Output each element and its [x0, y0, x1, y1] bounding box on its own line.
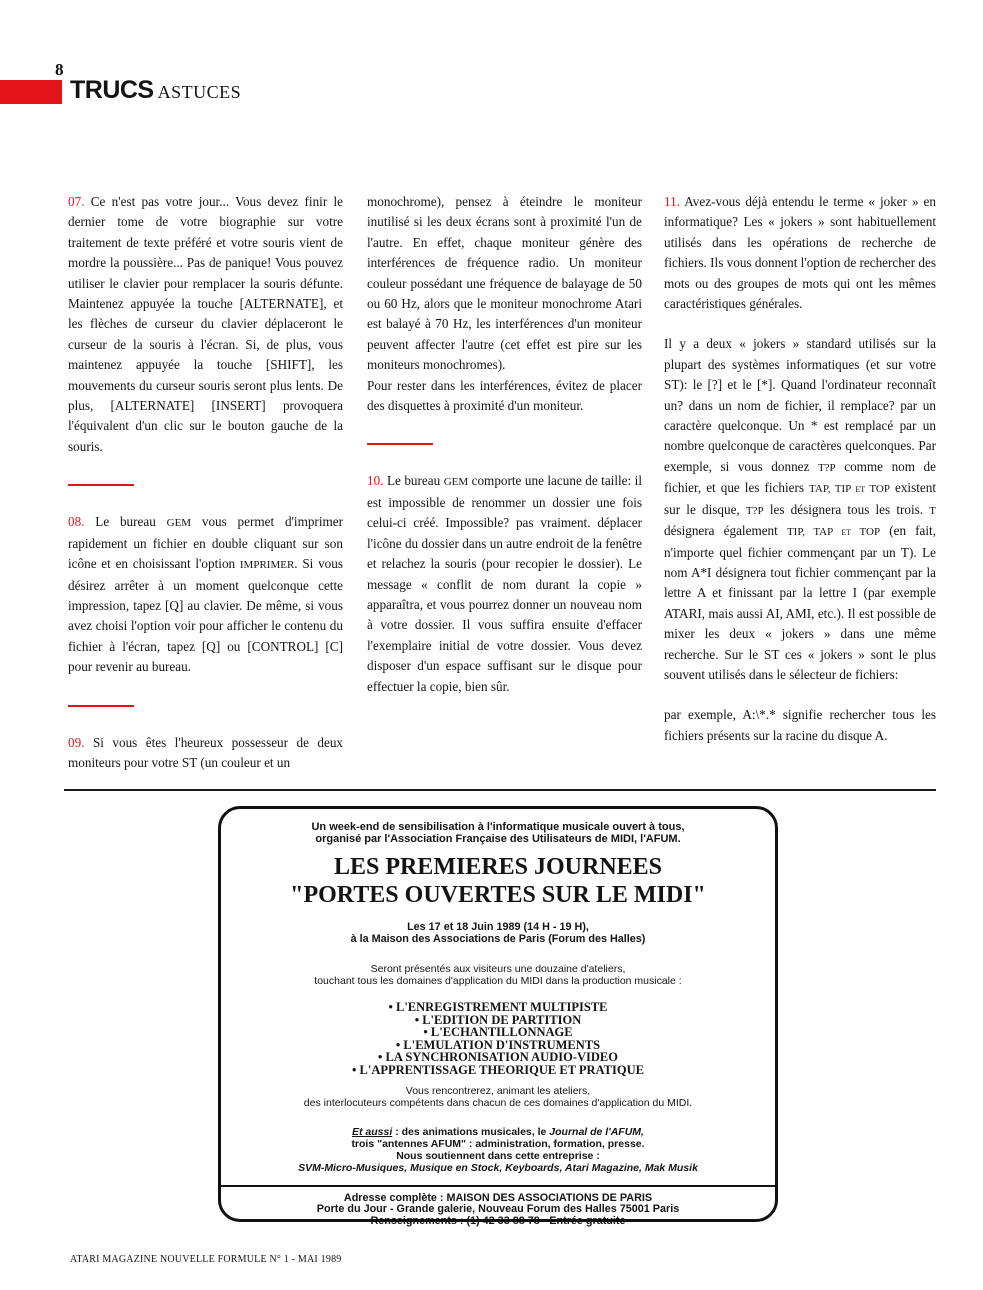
tip-smallcaps: GEM	[166, 517, 192, 530]
sponsors-line: SVM-Micro-Musiques, Musique en Stock, Keyboards, Atari Magazine, Mak Musik	[298, 1162, 698, 1174]
afum-announcement-box	[218, 806, 778, 1227]
header-red-bar	[0, 80, 62, 104]
desc-line: touchant tous les domaines d'application du MIDI dans la production musicale :	[314, 975, 682, 987]
horizontal-rule	[64, 789, 936, 791]
tip-text: Ce n'est pas votre jour... Vous devez finir le dernier tome de votre biographie sur votre traitement de texte préféré et votre souris vient de mordre la poussière... Pas de panique! Vous pouvez utiliser le clavier pour remplacer la souris défunte. Maintenez appuyée la touche [ALTERNATE], et les flèches de curseur du clavier déplaceront le curseur de la souris à l'écran. Si, de plus, vous maintenez appuyée la touche [SHIFT], les mouvements du curseur souris seront plus lents. De plus, [ALTERNATE] [INSERT] provoquera l'équivalent d'un clic sur le bouton gauche de la souris.	[68, 194, 343, 454]
tip-text: . Si vous désirez arrêter à un moment quelconque cette impression, tapez [Q] au clavier. De même, si vous avez choisi l'option voir pour afficher le contenu du fichier à l'écran, tapez [Q] ou [CONTROL] [C] pour revenir au bureau.	[68, 556, 344, 675]
tip-text: Avez-vous déjà entendu le terme « joker » en informatique? Les « jokers » sont habituellement utilisés dans les opérations de recherche de fichiers. Ils vous donnent l'option de rechercher des mots ou des groupes de mots qui ont les mêmes caractéristiques générales.	[664, 194, 936, 312]
tip-11-example: par exemple, A:\*.* signifie rechercher tous les fichiers présents sur la racine du disque A.	[664, 707, 936, 743]
column-3	[664, 192, 936, 746]
tip-text: vous permet d'imprimer rapidement un fichier en double cliquant sur son icône et en choisissant l'option	[68, 514, 343, 572]
tip-number: 07.	[68, 194, 85, 209]
tip-09-continued: monochrome), pensez à éteindre le moniteur inutilisé si les deux écrans sont à proximité l'un de l'autre. En effet, chaque moniteur génère des interférences de fréquence radio. Un moniteur couleur possédant une fréquence de balayage de 50 ou 60 Hz, alors que le moniteur monochrome Atari est balayé à 70 Hz, les interférences d'un moniteur peuvent affecter l'autre (cet effet est pire sur les moniteurs monochromes).	[367, 194, 642, 373]
announcement-speakers	[221, 1085, 775, 1109]
also-text: : des animations musicales, le	[395, 1126, 547, 1138]
tip-smallcaps: TAP, TIP et TOP	[809, 483, 890, 496]
section-title-main: TRUCS	[70, 76, 154, 104]
workshop-item: • L'ENREGISTREMENT MULTIPISTE	[388, 1000, 608, 1014]
announcement-also	[221, 1126, 775, 1174]
tip-11-jokers	[664, 334, 936, 685]
tip-text: les désignera tous les trois.	[769, 501, 924, 517]
tip-smallcaps: TIP, TAP et TOP	[786, 526, 881, 539]
also-label: Et aussi	[352, 1126, 393, 1138]
tip-text: (en fait, n'importe quel fichier commençant par un T). Le nom A*I désignera tout fichier commençant par la lettre A et finissant par la lettre I (par exemple ATARI, mais aussi AI, AMI, etc.). Il est possible de mixer les deux « jokers » dans une même recherche. Sur le ST ces « jokers » sont le plus souvent utilisés dans le sélecteur de fichiers:	[664, 523, 937, 682]
workshop-item: • L'ECHANTILLONNAGE	[423, 1025, 573, 1040]
workshop-item: • L'APPRENTISSAGE THEORIQUE ET PRATIQUE	[352, 1062, 644, 1077]
address-line: Adresse complète : MAISON DES ASSOCIATIONS DE PARIS	[343, 1192, 653, 1204]
dates-line: Les 17 et 18 Juin 1989 (14 H - 19 H),	[407, 921, 589, 933]
workshop-list	[221, 1001, 775, 1077]
announcement-address	[221, 1193, 775, 1227]
tip-09	[68, 733, 343, 774]
tip-number: 08.	[68, 514, 85, 530]
box-divider	[221, 1185, 775, 1187]
desc-line: Seront présentés aux visiteurs une douzaine d'ateliers,	[370, 963, 626, 975]
also-line: Nous soutiennent dans cette entreprise :	[396, 1150, 600, 1162]
tip-07	[68, 192, 343, 457]
section-title-sub: ASTUCES	[157, 82, 242, 102]
announcement-title-1: LES PREMIERES JOURNEES	[333, 854, 663, 880]
intro-line: organisé par l'Association Française des Utilisateurs de MIDI, l'AFUM.	[315, 833, 681, 845]
workshop-item: • L'EDITION DE PARTITION	[414, 1012, 582, 1027]
tip-text: comme nom de fichier, et que les fichiers	[664, 458, 937, 496]
tip-smallcaps: T?P	[745, 504, 764, 517]
column-2	[367, 192, 642, 697]
tip-text: existent sur le disque,	[664, 480, 937, 517]
tip-smallcaps: IMPRIMER	[239, 559, 295, 572]
intro-line: Un week-end de sensibilisation à l'informatique musicale ouvert à tous,	[311, 821, 685, 833]
tip-smallcaps: T	[929, 504, 937, 517]
tip-number: 10.	[367, 473, 384, 489]
tip-text: comporte une lacune de taille: il est impossible de renommer un dossier une fois celui-ci créé. Impossible? pas vraiment. déplacer l'icône du dossier dans un autre endroit de la fenêtre et relachez la souris (pour recopier le dossier). Le message « conflit de nom durant la copie » apparaîtra, et vous pourrez donner un nouveau nom à votre dossier. Il vous suffira ensuite d'effacer l'exemplaire initial de votre dossier. Vous devez disposer d'un espace suffisant sur le disque pour effectuer la copie, bien sûr.	[367, 473, 642, 694]
announcement-intro	[221, 821, 775, 845]
tip-number: 11.	[664, 194, 680, 209]
section-title	[70, 76, 241, 105]
contact-line: Renseignements : (1) 42 33 88 78 - Entrée gratuite	[370, 1214, 626, 1227]
tip-text: Si vous êtes l'heureux possesseur de deux moniteurs pour votre ST (un couleur et un	[68, 734, 344, 770]
column-1	[68, 192, 343, 773]
meet-line: Vous rencontrerez, animant les ateliers,	[405, 1085, 591, 1097]
meet-line: des interlocuteurs compétents dans chacun de ces domaines d'application du MIDI.	[303, 1097, 693, 1109]
also-line: trois "antennes AFUM" : administration, formation, presse.	[351, 1138, 645, 1150]
venue-line: à la Maison des Associations de Paris (Forum des Halles)	[350, 933, 646, 945]
tip-08	[68, 512, 343, 677]
tip-text: Le bureau	[386, 473, 441, 489]
tip-text: Le bureau	[95, 514, 156, 530]
page-number: 8	[55, 60, 64, 79]
also-journal: Journal de l'AFUM,	[549, 1126, 644, 1138]
tip-number: 09.	[68, 734, 85, 750]
page-footer: ATARI MAGAZINE NOUVELLE FORMULE N° 1 - MAI 1989	[70, 1254, 342, 1265]
announcement-title-2: "PORTES OUVERTES SUR LE MIDI"	[290, 882, 706, 908]
workshop-item: • LA SYNCHRONISATION AUDIO-VIDEO	[378, 1050, 618, 1065]
tip-smallcaps: GEM	[443, 476, 469, 489]
tip-09-continued-2: Pour rester dans les interférences, évitez de placer des disquettes à proximité d'un moniteur.	[367, 377, 642, 414]
workshop-item: • L'EMULATION D'INSTRUMENTS	[395, 1037, 601, 1052]
announcement-description	[221, 963, 775, 987]
tip-11	[664, 192, 936, 314]
address-line: Porte du Jour - Grande galerie, Nouveau Forum des Halles 75001 Paris	[316, 1203, 680, 1216]
announcement-dates	[221, 921, 775, 945]
tip-text: désignera également	[664, 523, 778, 539]
tip-smallcaps: T?P	[817, 461, 836, 474]
tip-text: Il y a deux « jokers » standard utilisés sur la plupart des systèmes informatiques (et sur votre ST): le [?] et le [*]. Quand l'ordinateur reconnaît un? dans un nom de fichier, il remplace? par un caractère quelconque. Un * est remplacé par un nombre quelconque de caractères quelconques. Par exemple, si vous donnez	[664, 336, 936, 474]
tip-10	[367, 471, 642, 696]
